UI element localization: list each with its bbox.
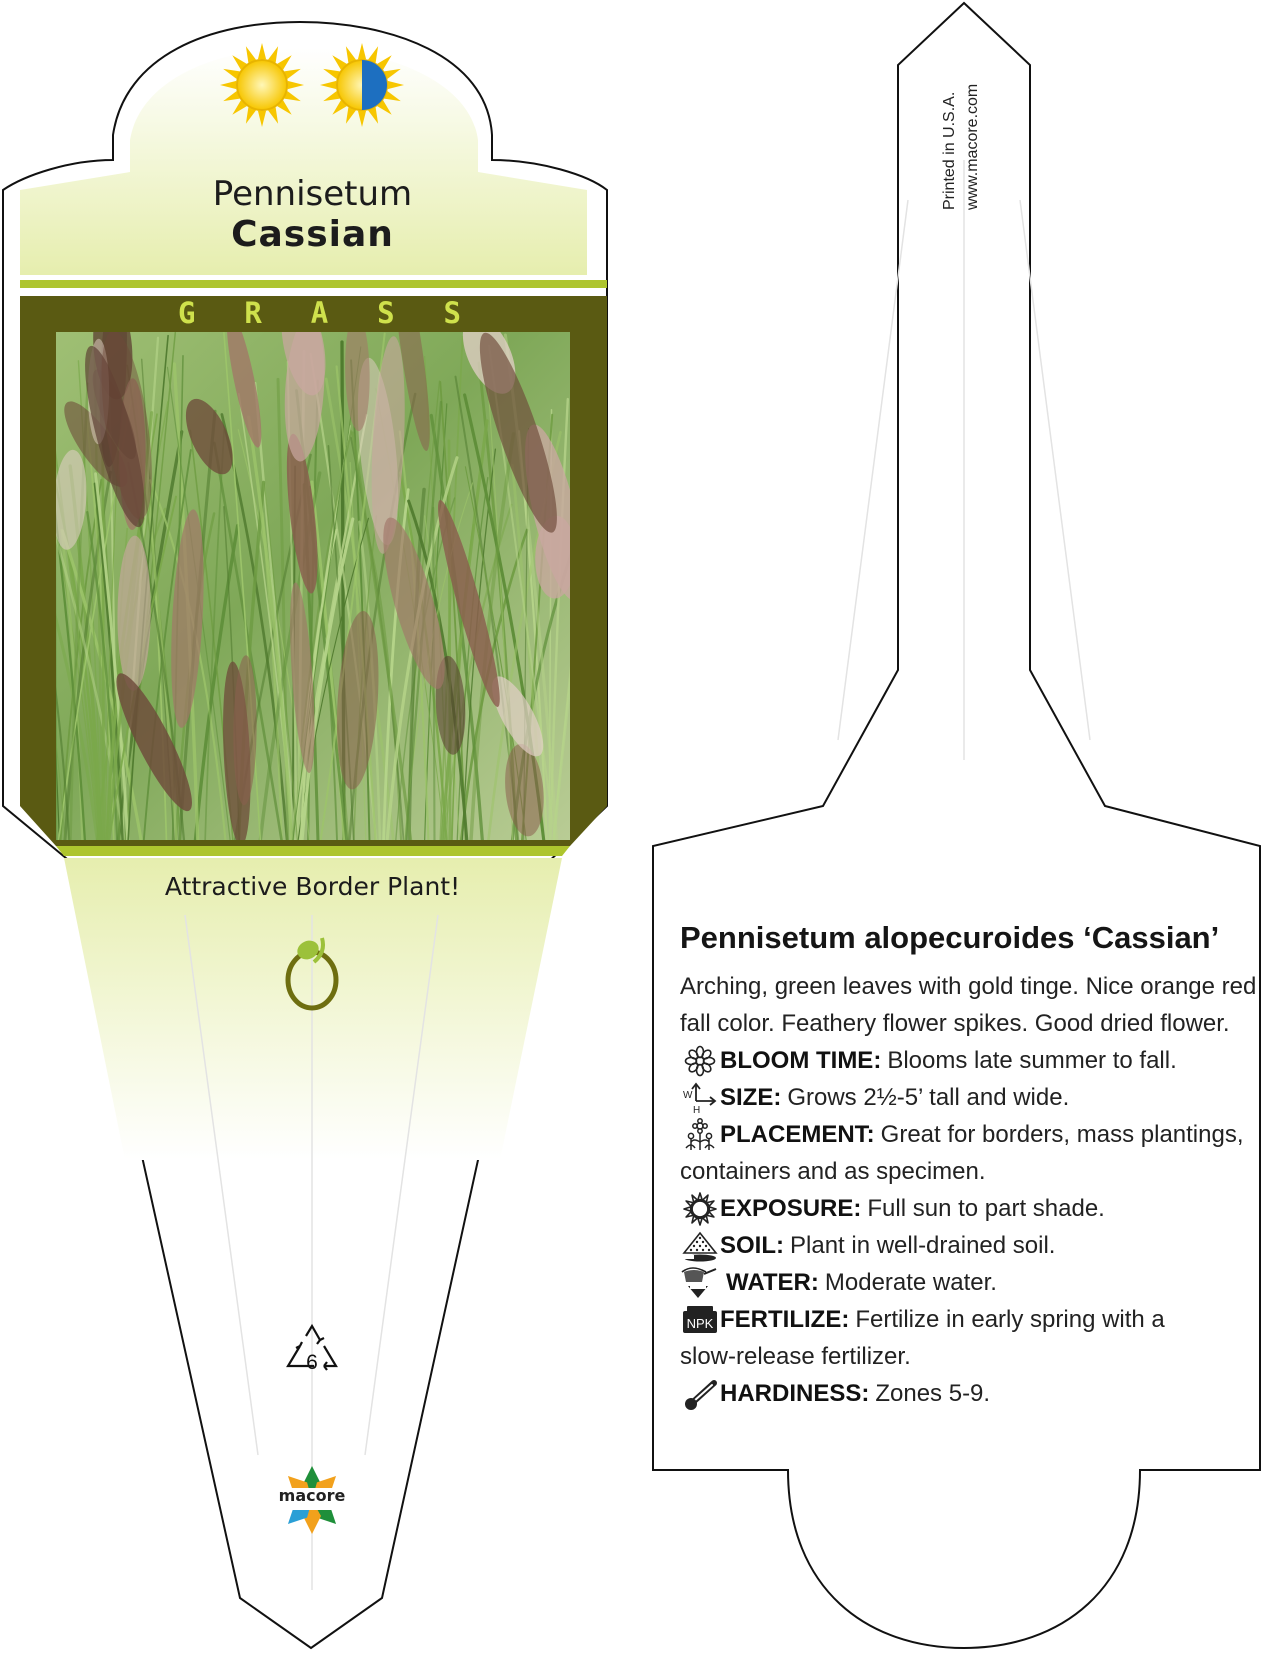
attribute-continuation: slow-release fertilizer. bbox=[680, 1343, 911, 1370]
size-height-letter: H bbox=[693, 1104, 701, 1115]
botanical-name: Pennisetum alopecuroides ‘Cassian’ bbox=[680, 920, 1220, 955]
npk-text: NPK bbox=[686, 1315, 714, 1331]
attribute-continuation: containers and as specimen. bbox=[680, 1158, 986, 1185]
category-letter: A bbox=[310, 296, 329, 330]
accent-stripe-bottom bbox=[56, 846, 570, 856]
attribute-text: Plant in well-drained soil. bbox=[790, 1232, 1056, 1259]
attribute-label: PLACEMENT: bbox=[720, 1121, 875, 1148]
website-line: www.macore.com bbox=[964, 83, 981, 210]
attribute-size bbox=[680, 1079, 1260, 1116]
category-letter: G bbox=[178, 296, 196, 330]
attribute-exposure bbox=[680, 1190, 1260, 1227]
attribute-label: BLOOM TIME: bbox=[720, 1047, 882, 1074]
sun-outline-icon bbox=[680, 1190, 720, 1227]
attribute-text: Blooms late summer to fall. bbox=[887, 1047, 1177, 1074]
attribute-placement bbox=[680, 1116, 1260, 1153]
size-width-letter: W bbox=[683, 1089, 693, 1101]
placement-icon bbox=[680, 1116, 720, 1153]
printed-info bbox=[938, 30, 984, 210]
attribute-water bbox=[680, 1264, 1260, 1301]
flower-icon bbox=[680, 1042, 720, 1079]
attribute-label: FERTILIZE: bbox=[720, 1306, 850, 1333]
attribute-label: SOIL: bbox=[720, 1232, 784, 1259]
attribute-text: Fertilize in early spring with a bbox=[855, 1306, 1165, 1333]
category-label bbox=[178, 296, 461, 330]
category-letter: S bbox=[377, 296, 395, 330]
grass-photo bbox=[15, 248, 617, 847]
attribute-text: Grows 2½-5’ tall and wide. bbox=[787, 1084, 1070, 1111]
full-sun-icon bbox=[220, 43, 304, 127]
common-name-line2: Cassian bbox=[231, 214, 394, 255]
attribute-text: Full sun to part shade. bbox=[867, 1195, 1105, 1222]
soil-icon bbox=[680, 1227, 720, 1264]
attribute-label: WATER: bbox=[726, 1269, 819, 1296]
attribute-label: HARDINESS: bbox=[720, 1380, 870, 1407]
attribute-text: Moderate water. bbox=[824, 1269, 997, 1296]
accent-stripe-top bbox=[20, 280, 607, 288]
size-arrows-icon bbox=[680, 1079, 720, 1116]
plant-details bbox=[680, 968, 1260, 1412]
watering-can-icon bbox=[680, 1264, 720, 1301]
attribute-fertilize bbox=[680, 1301, 1260, 1338]
attribute-bloom-time bbox=[680, 1042, 1260, 1079]
category-letter: S bbox=[443, 296, 461, 330]
description: Arching, green leaves with gold tinge. Nice orange red fall color. Feathery flower spikes. Good dried flower. bbox=[680, 973, 1257, 1037]
attribute-label: EXPOSURE: bbox=[720, 1195, 862, 1222]
attribute-soil bbox=[680, 1227, 1260, 1264]
attribute-hardiness bbox=[680, 1375, 1260, 1412]
common-name-line1: Pennisetum bbox=[212, 174, 413, 214]
tagline: Attractive Border Plant! bbox=[164, 872, 461, 901]
part-shade-icon bbox=[320, 43, 404, 127]
thermometer-icon bbox=[680, 1375, 720, 1412]
npk-icon bbox=[680, 1301, 720, 1338]
brand-name: macore bbox=[278, 1486, 346, 1505]
attribute-text: Zones 5-9. bbox=[875, 1380, 991, 1407]
attribute-text: Great for borders, mass plantings, bbox=[880, 1121, 1244, 1148]
printed-line: Printed in U.S.A. bbox=[941, 91, 958, 210]
recycle-number: 6 bbox=[306, 1351, 318, 1374]
attribute-label: SIZE: bbox=[720, 1084, 782, 1111]
category-letter: R bbox=[244, 296, 262, 330]
